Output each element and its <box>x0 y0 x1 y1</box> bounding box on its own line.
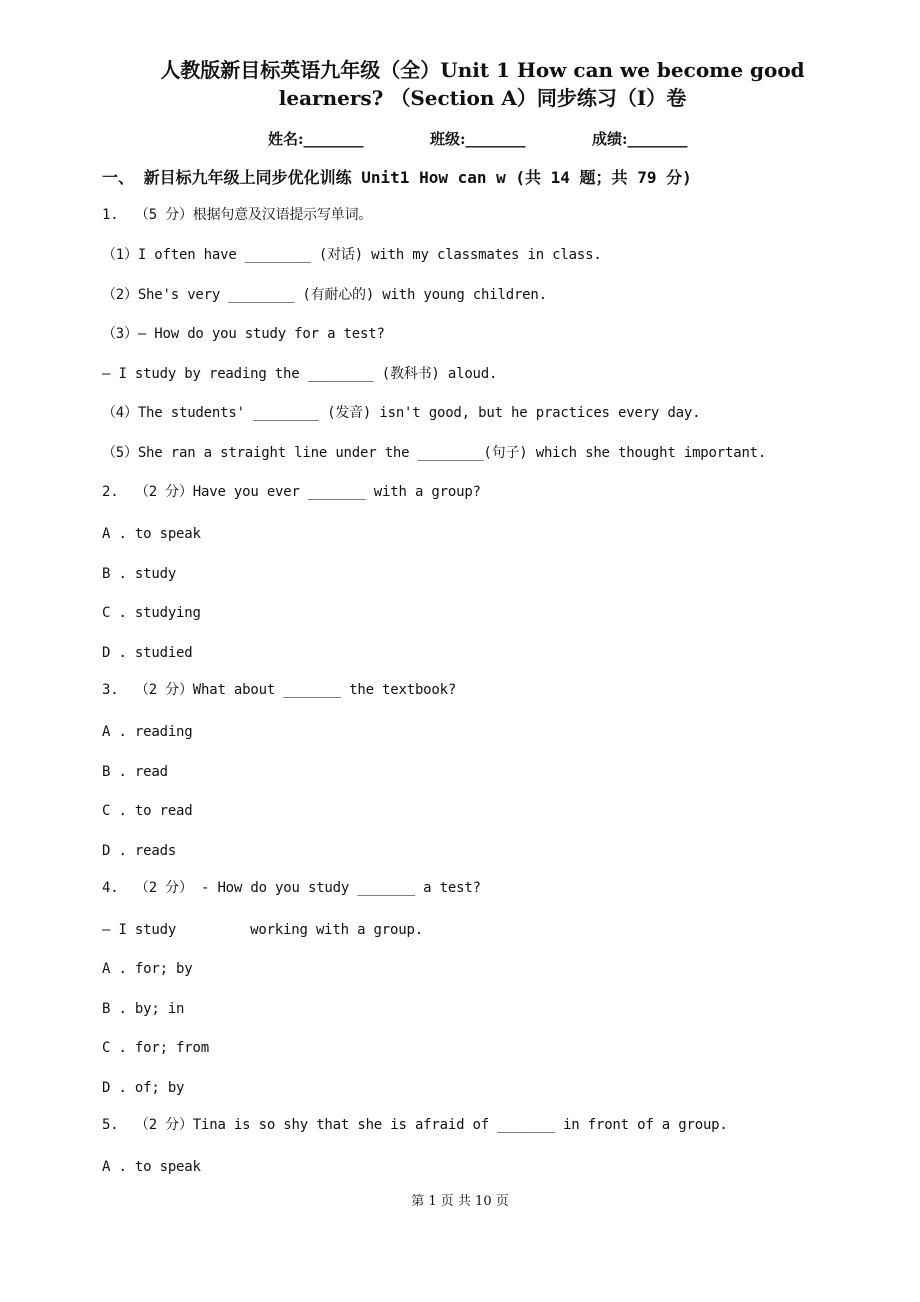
question-2-option: B . study <box>102 566 177 582</box>
question-1-item: （2）She's very ________ (有耐心的) with young children. <box>102 287 547 303</box>
question-1-item: （1）I often have ________ (对话) with my classmates in class. <box>102 247 602 263</box>
section-heading: 一、 新目标九年级上同步优化训练 Unit1 How can w (共 14 题；共 79 分) <box>102 168 692 187</box>
question-2-option: C . studying <box>102 605 201 621</box>
document-title-line-2: learners? （Section A）同步练习（I）卷 <box>278 86 687 110</box>
question-2-option: A . to speak <box>102 526 201 542</box>
question-4-option: C . for; from <box>102 1040 209 1056</box>
name-field-label: 姓名:________ <box>268 130 364 148</box>
question-1-item: — I study by reading the ________ (教科书) aloud. <box>102 366 498 382</box>
question-1-stem: 1. （5 分）根据句意及汉语提示写单词。 <box>102 207 373 223</box>
class-field-label: 班级:________ <box>430 130 526 148</box>
question-1-item: （5）She ran a straight line under the ________(句子) which she thought important. <box>102 445 767 461</box>
question-5-stem: 5. （2 分）Tina is so shy that she is afraid of _______ in front of a group. <box>102 1117 728 1133</box>
question-2-option: D . studied <box>102 645 193 661</box>
document-title-line-1: 人教版新目标英语九年级（全）Unit 1 How can we become good <box>160 58 805 82</box>
question-3-option: A . reading <box>102 724 193 740</box>
question-4-option: A . for; by <box>102 961 193 977</box>
question-4-option: D . of; by <box>102 1080 185 1096</box>
question-5-option: A . to speak <box>102 1159 201 1175</box>
score-field-label: 成绩:________ <box>592 130 688 148</box>
question-3-option: B . read <box>102 764 168 780</box>
question-1-item: （3）— How do you study for a test? <box>102 326 385 342</box>
question-2-stem: 2. （2 分）Have you ever _______ with a group? <box>102 484 481 500</box>
question-3-option: C . to read <box>102 803 193 819</box>
student-info-row <box>0 128 920 150</box>
question-4-stem: 4. （2 分） - How do you study _______ a test? <box>102 880 481 896</box>
question-3-option: D . reads <box>102 843 177 859</box>
question-4-option: B . by; in <box>102 1001 185 1017</box>
page-footer: 第 1 页 共 10 页 <box>411 1194 509 1209</box>
question-4-stem-line-2: — I study working with a group. <box>102 922 423 938</box>
question-1-item: （4）The students' ________ (发音) isn't good, but he practices every day. <box>102 405 701 421</box>
question-3-stem: 3. （2 分）What about _______ the textbook? <box>102 682 457 698</box>
